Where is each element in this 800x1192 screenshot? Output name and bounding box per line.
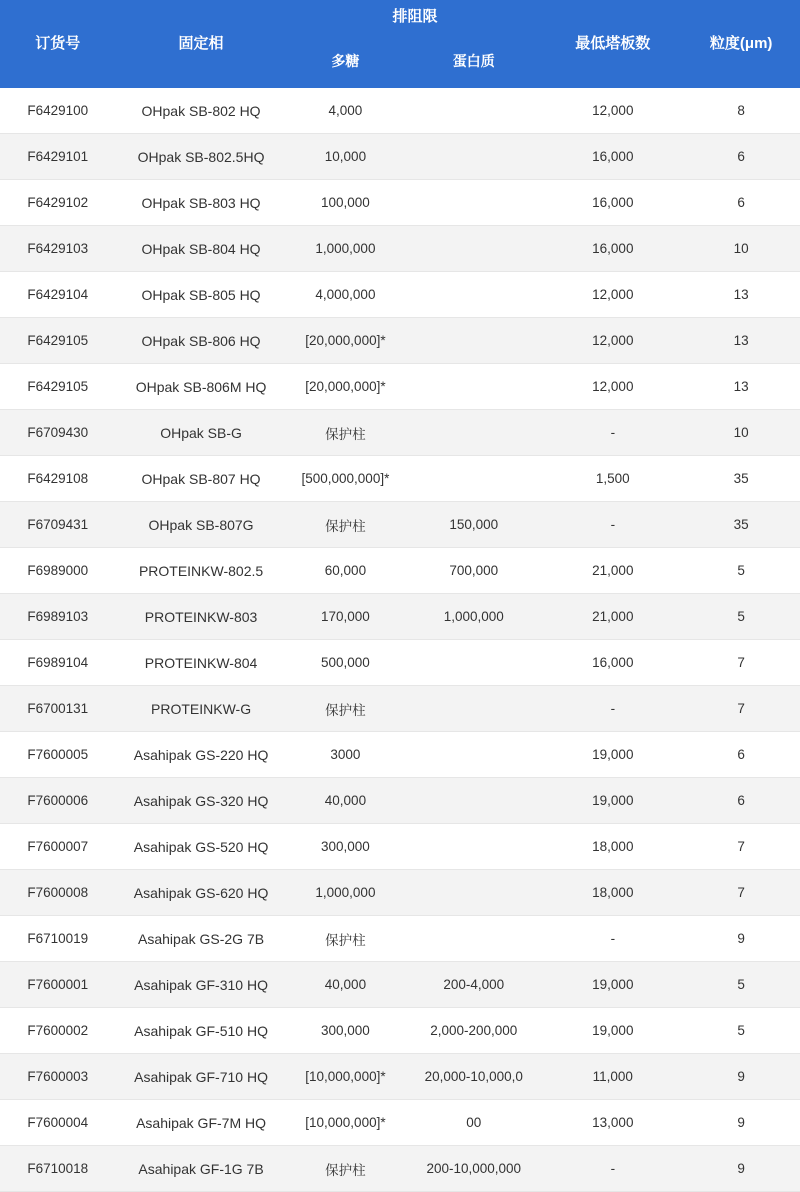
- cell-particle-size: 9: [682, 1100, 800, 1146]
- header-particle-size: [682, 0, 800, 88]
- cell-polysaccharide: 300,000: [287, 824, 405, 870]
- cell-stationary-phase: OHpak SB-804 HQ: [116, 226, 287, 272]
- cell-order-no: F7600006: [0, 778, 116, 824]
- cell-particle-size: 6: [682, 134, 800, 180]
- table-row: [0, 594, 800, 640]
- cell-protein: [404, 226, 543, 272]
- cell-min-plates: 16,000: [543, 640, 682, 686]
- cell-order-no: F6429103: [0, 226, 116, 272]
- cell-protein: [404, 870, 543, 916]
- header-polysaccharide-label: 多糖: [331, 53, 360, 70]
- cell-min-plates: -: [543, 410, 682, 456]
- cell-particle-size: 9: [682, 1054, 800, 1100]
- cell-stationary-phase: Asahipak GS-2G 7B: [116, 916, 287, 962]
- table-row: [0, 364, 800, 410]
- cell-polysaccharide: 10,000: [287, 134, 405, 180]
- table-row: [0, 1146, 800, 1192]
- cell-min-plates: -: [543, 686, 682, 732]
- cell-order-no: F7600001: [0, 962, 116, 1008]
- cell-min-plates: 19,000: [543, 778, 682, 824]
- cell-min-plates: 12,000: [543, 272, 682, 318]
- cell-stationary-phase: OHpak SB-806M HQ: [116, 364, 287, 410]
- header-row-top: [0, 0, 800, 34]
- table-row: [0, 1008, 800, 1054]
- cell-particle-size: 6: [682, 778, 800, 824]
- cell-min-plates: 12,000: [543, 88, 682, 134]
- cell-min-plates: 21,000: [543, 548, 682, 594]
- table-row: [0, 870, 800, 916]
- cell-order-no: F6700131: [0, 686, 116, 732]
- cell-protein: [404, 916, 543, 962]
- cell-min-plates: -: [543, 502, 682, 548]
- cell-protein: [404, 272, 543, 318]
- table-row: [0, 134, 800, 180]
- table-row: [0, 456, 800, 502]
- cell-order-no: F6710019: [0, 916, 116, 962]
- table-row: [0, 1100, 800, 1146]
- cell-stationary-phase: OHpak SB-807G: [116, 502, 287, 548]
- cell-stationary-phase: PROTEINKW-G: [116, 686, 287, 732]
- cell-order-no: F7600008: [0, 870, 116, 916]
- cell-protein: 150,000: [404, 502, 543, 548]
- table-row: [0, 548, 800, 594]
- cell-polysaccharide: 1,000,000: [287, 226, 405, 272]
- cell-min-plates: -: [543, 1146, 682, 1192]
- cell-min-plates: 12,000: [543, 364, 682, 410]
- table-row: [0, 778, 800, 824]
- cell-particle-size: 6: [682, 180, 800, 226]
- table-row: [0, 502, 800, 548]
- cell-particle-size: 35: [682, 502, 800, 548]
- cell-particle-size: 8: [682, 88, 800, 134]
- header-stationary-phase-label: 固定相: [178, 35, 224, 52]
- cell-order-no: F6989103: [0, 594, 116, 640]
- cell-polysaccharide: 100,000: [287, 180, 405, 226]
- cell-protein: 200-4,000: [404, 962, 543, 1008]
- cell-particle-size: 7: [682, 686, 800, 732]
- cell-particle-size: 6: [682, 732, 800, 778]
- cell-min-plates: 18,000: [543, 870, 682, 916]
- cell-order-no: F7600007: [0, 824, 116, 870]
- cell-min-plates: 12,000: [543, 318, 682, 364]
- cell-polysaccharide: 3000: [287, 732, 405, 778]
- table-row: [0, 180, 800, 226]
- cell-polysaccharide: 4,000,000: [287, 272, 405, 318]
- header-order-no-label: 订货号: [35, 35, 81, 52]
- cell-polysaccharide: [10,000,000]*: [287, 1100, 405, 1146]
- cell-particle-size: 13: [682, 364, 800, 410]
- cell-min-plates: 16,000: [543, 226, 682, 272]
- cell-stationary-phase: OHpak SB-802.5HQ: [116, 134, 287, 180]
- cell-particle-size: 7: [682, 824, 800, 870]
- cell-min-plates: 11,000: [543, 1054, 682, 1100]
- cell-order-no: F6429102: [0, 180, 116, 226]
- cell-stationary-phase: Asahipak GF-1G 7B: [116, 1146, 287, 1192]
- cell-stationary-phase: Asahipak GS-320 HQ: [116, 778, 287, 824]
- cell-stationary-phase: PROTEINKW-802.5: [116, 548, 287, 594]
- cell-protein: 200-10,000,000: [404, 1146, 543, 1192]
- cell-min-plates: 13,000: [543, 1100, 682, 1146]
- cell-order-no: F6429108: [0, 456, 116, 502]
- header-polysaccharide: [287, 34, 405, 88]
- cell-polysaccharide: 保护柱: [287, 410, 405, 456]
- cell-polysaccharide: 300,000: [287, 1008, 405, 1054]
- cell-order-no: F6989000: [0, 548, 116, 594]
- cell-protein: [404, 364, 543, 410]
- cell-protein: [404, 732, 543, 778]
- cell-stationary-phase: Asahipak GF-310 HQ: [116, 962, 287, 1008]
- cell-min-plates: 21,000: [543, 594, 682, 640]
- table-row: [0, 1054, 800, 1100]
- table-row: [0, 226, 800, 272]
- cell-particle-size: 5: [682, 962, 800, 1008]
- cell-polysaccharide: 60,000: [287, 548, 405, 594]
- cell-stationary-phase: OHpak SB-807 HQ: [116, 456, 287, 502]
- cell-protein: 700,000: [404, 548, 543, 594]
- cell-protein: [404, 410, 543, 456]
- cell-polysaccharide: 保护柱: [287, 502, 405, 548]
- cell-polysaccharide: 170,000: [287, 594, 405, 640]
- cell-order-no: F6709431: [0, 502, 116, 548]
- cell-particle-size: 13: [682, 272, 800, 318]
- header-order-no: [0, 0, 116, 88]
- cell-min-plates: -: [543, 916, 682, 962]
- header-protein: [404, 34, 543, 88]
- cell-protein: [404, 686, 543, 732]
- cell-order-no: F6709430: [0, 410, 116, 456]
- cell-stationary-phase: Asahipak GS-220 HQ: [116, 732, 287, 778]
- table-row: [0, 318, 800, 364]
- table-row: [0, 732, 800, 778]
- cell-protein: 2,000-200,000: [404, 1008, 543, 1054]
- cell-particle-size: 35: [682, 456, 800, 502]
- table-row: [0, 824, 800, 870]
- table-header: [0, 0, 800, 88]
- header-exclusion-limit-group: [287, 0, 544, 34]
- table-row: [0, 686, 800, 732]
- cell-protein: [404, 88, 543, 134]
- cell-min-plates: 16,000: [543, 134, 682, 180]
- cell-protein: [404, 134, 543, 180]
- cell-order-no: F7600003: [0, 1054, 116, 1100]
- cell-particle-size: 10: [682, 410, 800, 456]
- cell-order-no: F6429104: [0, 272, 116, 318]
- cell-order-no: F6429105: [0, 318, 116, 364]
- cell-protein: [404, 778, 543, 824]
- cell-protein: [404, 318, 543, 364]
- cell-order-no: F7600002: [0, 1008, 116, 1054]
- cell-stationary-phase: PROTEINKW-803: [116, 594, 287, 640]
- cell-polysaccharide: [500,000,000]*: [287, 456, 405, 502]
- cell-particle-size: 13: [682, 318, 800, 364]
- cell-stationary-phase: Asahipak GF-7M HQ: [116, 1100, 287, 1146]
- cell-order-no: F6429100: [0, 88, 116, 134]
- cell-protein: [404, 456, 543, 502]
- table-body: [0, 88, 800, 1192]
- cell-particle-size: 7: [682, 870, 800, 916]
- cell-stationary-phase: OHpak SB-803 HQ: [116, 180, 287, 226]
- cell-particle-size: 10: [682, 226, 800, 272]
- cell-polysaccharide: [20,000,000]*: [287, 364, 405, 410]
- cell-protein: 00: [404, 1100, 543, 1146]
- cell-min-plates: 19,000: [543, 1008, 682, 1054]
- cell-order-no: F7600004: [0, 1100, 116, 1146]
- cell-particle-size: 5: [682, 548, 800, 594]
- header-particle-size-label: 粒度(μm): [709, 35, 773, 52]
- table-row: [0, 916, 800, 962]
- cell-polysaccharide: 40,000: [287, 778, 405, 824]
- cell-order-no: F6989104: [0, 640, 116, 686]
- cell-min-plates: 16,000: [543, 180, 682, 226]
- table-row: [0, 962, 800, 1008]
- cell-polysaccharide: 保护柱: [287, 686, 405, 732]
- cell-particle-size: 5: [682, 1008, 800, 1054]
- cell-min-plates: 19,000: [543, 732, 682, 778]
- cell-min-plates: 18,000: [543, 824, 682, 870]
- cell-particle-size: 5: [682, 594, 800, 640]
- cell-particle-size: 7: [682, 640, 800, 686]
- table-row: [0, 88, 800, 134]
- table-row: [0, 272, 800, 318]
- cell-stationary-phase: OHpak SB-802 HQ: [116, 88, 287, 134]
- cell-stationary-phase: Asahipak GF-710 HQ: [116, 1054, 287, 1100]
- cell-polysaccharide: [20,000,000]*: [287, 318, 405, 364]
- cell-protein: [404, 824, 543, 870]
- cell-polysaccharide: 保护柱: [287, 916, 405, 962]
- cell-stationary-phase: PROTEINKW-804: [116, 640, 287, 686]
- table-row: [0, 640, 800, 686]
- cell-stationary-phase: OHpak SB-805 HQ: [116, 272, 287, 318]
- cell-polysaccharide: [10,000,000]*: [287, 1054, 405, 1100]
- cell-protein: [404, 180, 543, 226]
- cell-particle-size: 9: [682, 1146, 800, 1192]
- cell-polysaccharide: 40,000: [287, 962, 405, 1008]
- cell-particle-size: 9: [682, 916, 800, 962]
- cell-stationary-phase: OHpak SB-806 HQ: [116, 318, 287, 364]
- header-protein-label: 蛋白质: [452, 53, 495, 70]
- cell-protein: 20,000-10,000,0: [404, 1054, 543, 1100]
- header-exclusion-limit-label: 排阻限: [392, 8, 438, 26]
- cell-polysaccharide: 4,000: [287, 88, 405, 134]
- cell-min-plates: 19,000: [543, 962, 682, 1008]
- cell-protein: 1,000,000: [404, 594, 543, 640]
- header-min-plates-label: 最低塔板数: [575, 35, 651, 52]
- cell-order-no: F6429101: [0, 134, 116, 180]
- cell-stationary-phase: Asahipak GF-510 HQ: [116, 1008, 287, 1054]
- cell-stationary-phase: Asahipak GS-520 HQ: [116, 824, 287, 870]
- cell-polysaccharide: 1,000,000: [287, 870, 405, 916]
- cell-order-no: F7600005: [0, 732, 116, 778]
- cell-polysaccharide: 500,000: [287, 640, 405, 686]
- table-row: [0, 410, 800, 456]
- cell-polysaccharide: 保护柱: [287, 1146, 405, 1192]
- cell-min-plates: 1,500: [543, 456, 682, 502]
- cell-order-no: F6710018: [0, 1146, 116, 1192]
- cell-protein: [404, 640, 543, 686]
- cell-order-no: F6429105: [0, 364, 116, 410]
- cell-stationary-phase: OHpak SB-G: [116, 410, 287, 456]
- header-stationary-phase: [116, 0, 287, 88]
- header-min-plates: [543, 0, 682, 88]
- cell-stationary-phase: Asahipak GS-620 HQ: [116, 870, 287, 916]
